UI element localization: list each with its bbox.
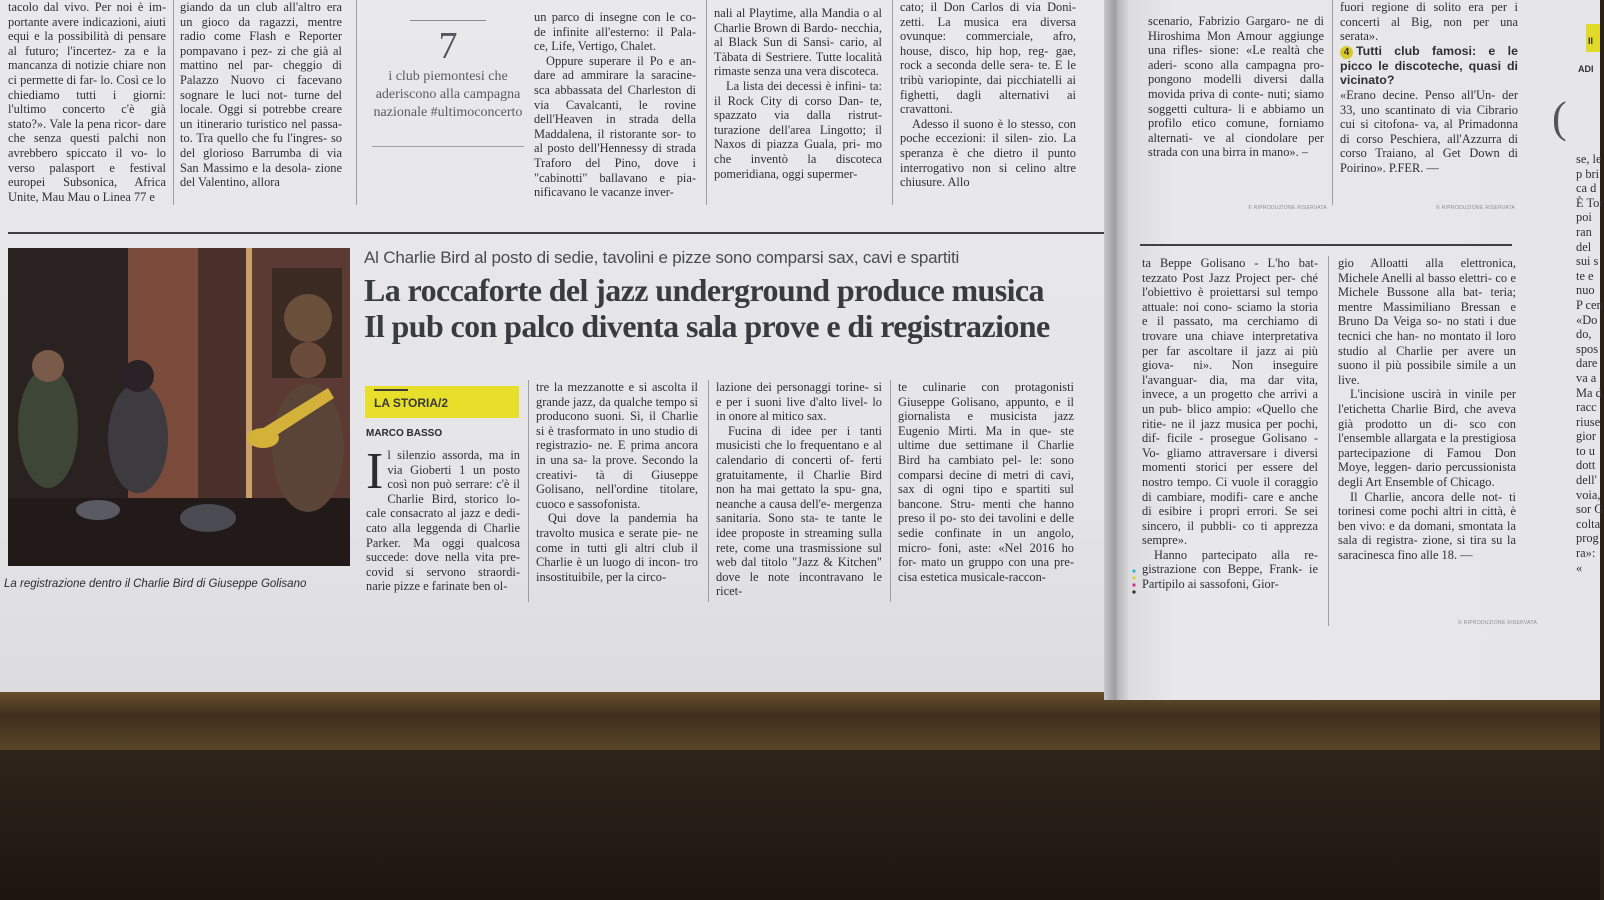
text-line: chiare non ci permette di far- — [8, 58, 166, 87]
edge-fragment: ADI — [1578, 64, 1594, 74]
text-line: ve al ciondolare per strada — [1148, 130, 1324, 160]
article-column-2 — [536, 380, 698, 602]
text-line: travolto musica e serate pie- — [536, 525, 682, 540]
article-column-1 — [366, 443, 520, 598]
text-line: zione del Valentino, allora — [180, 160, 342, 190]
text-line: itinerario turistico nel passa- — [196, 116, 342, 131]
text-line: via Cibrario cui si citofona- — [1340, 102, 1518, 132]
text-line: va a — [1576, 370, 1597, 385]
text-line: gior — [1576, 429, 1596, 444]
text-line: ta Beppe Golisano - L'ho bat- — [1142, 256, 1318, 270]
drop-cap: I — [366, 443, 384, 500]
text-line: tacolo dal vivo. Per noi è im- — [8, 0, 166, 14]
text-line: le p — [1576, 152, 1602, 181]
text-line: di Famou Don Moye, leggen- — [1338, 445, 1516, 475]
text-line: non avrebbero spiccato il vo- — [8, 131, 166, 160]
text-line: dalla movida priva di conte- — [1148, 72, 1324, 101]
text-line: sor G — [1576, 502, 1604, 517]
text-line: in uno studio di registrazio- — [536, 423, 698, 453]
headline-line-2: Il pub con palco diventa sala prove e di registrazione — [364, 308, 1050, 344]
text-line: house, disco, hip hop, reg- — [900, 43, 1049, 58]
text-line: zetti. La musica era diversa — [900, 14, 1076, 29]
text-line: pensare al futuro; l'incertez- — [8, 29, 166, 58]
text-line: La lista dei decessi è infini- — [726, 78, 866, 93]
text-line: so del glorioso Barrumba di — [180, 131, 342, 160]
text-line: no montato il loro studio al — [1338, 328, 1516, 358]
text-line: Charlie Bird ha cambiato pel- — [898, 438, 1074, 467]
text-line: il punto interrogativo non si — [900, 145, 1076, 175]
text-line: gistrazione con Beppe, Frank- — [1142, 562, 1303, 577]
text-line: gliamo attraversare i diversi — [1166, 445, 1318, 460]
text-line: ni». Non inseguire l'avanguar- — [1142, 358, 1318, 387]
text-line: Bressan e Bruno Da Veiga so- — [1338, 299, 1516, 329]
text-line: e al calendario di concerti of- — [716, 438, 883, 467]
section-divider — [8, 232, 1104, 234]
top-article-column-2 — [180, 0, 342, 205]
text-line: dario percussionista degli Art — [1338, 460, 1516, 489]
text-line: ascoltare il jazz ai più giova- — [1142, 343, 1318, 373]
text-line: tezzato Post Jazz Project per- — [1142, 270, 1296, 285]
text-line: mentre radio come Flash e — [180, 14, 342, 44]
text-line: Tor — [1586, 195, 1604, 210]
text-line: Giuseppe Golisano, appunto, — [898, 394, 1049, 409]
page-fold-gutter — [1104, 0, 1128, 700]
text-line: ne di Hiroshima Mon — [1148, 14, 1324, 43]
text-line: momenti storici per essere — [1142, 460, 1293, 475]
top-article-column-6 — [1148, 14, 1324, 204]
article-headline — [364, 272, 1104, 344]
text-line: errori. Se sei sincero, il pubbli- — [1142, 504, 1318, 533]
text-line: Hanno partecipato alla re- — [1154, 547, 1318, 562]
text-line: Unite, Mau Mau o Linea 77 e — [8, 189, 155, 204]
stat-box-bottom-rule — [372, 146, 524, 147]
text-line: se, — [1576, 152, 1590, 166]
text-line: tà di Giuseppe Golisano, — [536, 467, 698, 497]
text-line: «Do — [1576, 312, 1598, 327]
text-line: Bird non ha mai gettato la spu- — [716, 467, 882, 497]
text-line: comune, forniamo alternati- — [1148, 116, 1324, 145]
text-line: racc — [1576, 400, 1597, 415]
text-line: ca d — [1576, 181, 1597, 196]
text-line: jazz Eugenio Mirti. Ma in que- — [898, 409, 1074, 438]
text-line: de infinite all'esterno: il Pala- — [534, 24, 696, 39]
text-line: ran — [1576, 224, 1592, 239]
color-registration-dots — [1130, 568, 1138, 598]
text-line: cisa estetica musicale-raccon- — [898, 569, 1046, 584]
text-line: del nostro tempo. Ci vuole il — [1142, 460, 1318, 489]
text-line: per i concerti al Big, non per — [1340, 0, 1518, 29]
text-line: Ma d — [1576, 385, 1602, 400]
text-line: sassofonista. — [577, 496, 641, 511]
text-line: la prove. Secondo la creativi- — [536, 452, 698, 482]
text-line: dell'Heaven in strada della — [534, 112, 696, 127]
text-line: ne il jazz musica per pochi, dif- — [1142, 416, 1318, 446]
text-line: mo che inventò la discoteca — [714, 137, 882, 166]
column-rule — [173, 0, 174, 205]
text-line: Maddalena, il ristorante sor- — [534, 126, 681, 141]
text-line: ché l'obiettivo è proiettarsi — [1142, 270, 1318, 300]
text-line: smontata la sala di registra- — [1338, 518, 1516, 548]
text-line: nuo — [1576, 283, 1595, 298]
text-line: Charlie per avere un suono il — [1338, 343, 1516, 373]
text-line: Qui dove la pandemia ha — [548, 511, 698, 526]
column-rule — [1328, 256, 1329, 626]
text-line: te. E le tribù variopinte, dai — [900, 58, 1076, 87]
repro-notice: © RIPRODUZIONE RISERVATA — [1436, 205, 1516, 211]
text-line: di via Cavalcanti, le rovine — [534, 82, 696, 112]
text-line: più possibile simile a un live. — [1338, 358, 1516, 387]
text-line: e spartiti sul bancone. Stru- — [898, 482, 1074, 511]
text-line: streaming sulla rete, come — [716, 525, 882, 555]
text-line: via Gioberti 1 un posto — [387, 462, 520, 477]
article-column-5 — [1142, 256, 1318, 626]
article-photo — [8, 248, 350, 566]
text-line: Oppure superare il Po e an- — [546, 53, 696, 68]
text-line: il Naxos di piazza Guala, pri- — [714, 122, 882, 152]
text-line: narie pizze e farinate ben ol- — [366, 579, 508, 594]
text-line: ta: il Rock City di corso Dan- — [714, 78, 882, 108]
text-line: dare che senza questi palchi — [8, 116, 166, 146]
text-line: metri di cavi, sax di ogni tipo — [898, 467, 1074, 497]
text-line: ste ultime due settimane il — [898, 423, 1074, 453]
text-line: cheggio di Palazzo Nuovo ci — [180, 58, 342, 87]
text-line: tro insostituibile, per la circo- — [536, 555, 698, 584]
text-line: dare ad ammirare la saracine- — [534, 68, 696, 83]
text-line: ti torinesi come pochi altri in — [1338, 489, 1516, 519]
text-line: picchiatelli ai fighetti, dagli — [900, 72, 1076, 102]
article-column-4 — [898, 380, 1074, 602]
text-line: ce, Life, Vertigo, Chalet. — [534, 39, 656, 54]
text-line: riuse — [1576, 414, 1601, 429]
headline-line-1: La roccaforte del jazz underground produce musica — [364, 272, 1044, 308]
text-line: Adesso il suono è lo stesso, — [912, 116, 1054, 131]
text-line: menti che hanno preso il po- — [898, 496, 1074, 526]
column-rule — [706, 0, 707, 205]
text-line: nell'ordine titolare, cuoco e — [536, 482, 698, 511]
text-line: sto dei tavolini e delle sedie — [898, 511, 1074, 540]
top-article-column-4 — [714, 6, 882, 205]
text-line: lo verso palasport e festival — [8, 145, 166, 175]
text-line: si e per i suoni live d'alto livel- — [716, 380, 882, 409]
text-line: giando da un club all'altro — [180, 0, 321, 14]
text-line: il grande jazz, da qualche — [536, 380, 698, 409]
text-line: zi che già al mattino nel par- — [180, 43, 342, 73]
text-line: Reporter pompavano i pez- — [180, 29, 342, 58]
text-line: con una birra in mano». – — [1180, 145, 1309, 160]
edge-fragment-column — [1576, 152, 1604, 622]
text-line: ma cerchiamo di trovare una — [1142, 314, 1318, 343]
text-line: facevano sognare le luci not- — [180, 72, 342, 102]
text-line: sul tempo attuale: noi cono- — [1142, 285, 1319, 314]
text-line: ra»: « — [1576, 546, 1596, 575]
section-tag-rule — [374, 389, 408, 391]
text-line: una serata». — [1340, 14, 1518, 44]
repro-notice: © RIPRODUZIONE RISERVATA — [1458, 620, 1538, 626]
text-line: e il giornalista e musicista — [898, 394, 1074, 424]
text-line: poi — [1576, 210, 1592, 225]
text-line: lo in onore al mitico sax. — [716, 394, 882, 424]
text-line: coraggio di cambiare, modifi- — [1142, 474, 1318, 504]
text-line: di Poirino». P.FER. — — [1340, 146, 1518, 175]
text-line: musicisti che lo frequentano — [716, 438, 860, 453]
text-line: i "cabinotti" ballavano e pia- — [534, 155, 696, 185]
text-line: care e anche di esibire i propri — [1142, 489, 1318, 519]
column-rule — [356, 0, 357, 205]
text-line: sca abbassata del Charleston — [534, 82, 682, 97]
article-kicker: Al Charlie Bird al posto di sedie, tavolini e pizze sono comparsi sax, cavi e spartiti — [364, 248, 960, 267]
jazz-recording-photo-illustration — [8, 248, 350, 566]
top-article-column-1 — [8, 0, 166, 205]
text-line: der 33, uno scantinato di — [1340, 87, 1518, 117]
text-line: co e Michele Bussone alla bat- — [1338, 270, 1516, 300]
article-column-6 — [1338, 256, 1516, 616]
text-line: zione, si tira su la saracinesca — [1338, 533, 1516, 562]
text-line: to. Tra quello che fu l'ingres- — [180, 131, 328, 146]
section-divider — [1140, 244, 1512, 246]
text-line: sciamo la storia e il passato, — [1142, 299, 1318, 329]
text-line: una trasmissione sul web dal — [716, 540, 882, 570]
text-line: li e abbiamo un profilo etico — [1148, 101, 1324, 131]
text-line: voia, — [1576, 487, 1601, 502]
text-line: ie Partipilo ai sassofoni, Gior- — [1142, 562, 1318, 592]
text-line: una vera discoteca. — [784, 64, 879, 79]
article-column-3 — [716, 380, 882, 602]
text-line: Ensemble of Chicago. — [1384, 474, 1495, 489]
text-line: ne. E prima ancora in una sa- — [536, 438, 698, 467]
text-line: o al Charlie Brown di Bardo- — [714, 6, 882, 35]
text-line: dare — [1576, 356, 1598, 371]
text-line: pongono modelli diversi — [1148, 72, 1288, 87]
text-line: ne come in tutti gli altri club — [536, 525, 698, 555]
text-line: sco con l'ensemble allargata e — [1338, 416, 1516, 446]
text-line: te e — [1576, 268, 1594, 283]
interview-question: Tutti club famosi: e le picco le discoteche, quasi di vicinato? — [1340, 43, 1518, 88]
edge-fragment: II — [1588, 36, 1594, 46]
text-line: P — [1576, 297, 1583, 312]
top-article-column-5 — [900, 0, 1076, 205]
text-line: to u — [1576, 443, 1595, 458]
text-line: ficile - prosegue Golisano - Vo- — [1142, 431, 1318, 460]
text-line: gna, neanche a causa dell'e- — [716, 482, 882, 511]
text-line: sui s — [1576, 254, 1599, 269]
text-line: bri — [1585, 166, 1600, 181]
text-line: Tutte località rimaste senza — [714, 49, 883, 79]
text-line: turne del locale. — [180, 87, 342, 117]
text-line: cen — [1585, 297, 1603, 312]
stat-number: 7 — [438, 25, 458, 67]
repro-notice: © RIPRODUZIONE RISERVATA — [1248, 205, 1328, 211]
text-line: «Erano decine. Penso all'Un- — [1340, 87, 1496, 102]
text-line: gio Alloatti alla elettronica, — [1338, 256, 1516, 270]
text-line: europei Subsonica, Africa — [8, 175, 166, 190]
text-line: aiuti equi e la possibilità di — [8, 14, 166, 44]
text-line: l silenzio assorda, ma in — [387, 448, 520, 462]
text-line: via San Massimo e la desola- — [180, 145, 342, 175]
text-line: titolo "Jazz & Kitchen" dove — [716, 555, 882, 584]
text-line: to al posto dell'Hennessy di — [534, 126, 696, 156]
text-line: per l'etichetta Charlie Bird, — [1338, 387, 1516, 416]
text-line: colta — [1576, 516, 1601, 531]
text-line: succede: dove nella vita — [366, 550, 494, 565]
column-rule — [890, 380, 891, 602]
text-line: cario, al Tàbata di Sestriere. — [714, 35, 882, 64]
text-line: spos — [1576, 341, 1599, 356]
text-line: nificavano le vacanze inver- — [534, 185, 674, 200]
column-rule — [892, 0, 893, 205]
text-line: do, — [1576, 327, 1592, 342]
text-line: il Charlie Bird, storico lo- — [387, 477, 520, 506]
text-line: mato un gruppo con una pre- — [921, 555, 1074, 570]
text-line: ferti gratuitamente, il Charlie — [716, 452, 882, 482]
edge-fragment-glyph: ( — [1552, 93, 1567, 142]
text-line: giorni: l'ultimo concerto c'è — [8, 87, 166, 117]
text-line: dell' — [1576, 473, 1597, 488]
text-line: tempo si producono suoni. — [536, 394, 698, 424]
text-line: Michele Anelli al basso elettri- — [1338, 270, 1492, 285]
text-line: va, al Primadonna di corso — [1340, 117, 1518, 146]
text-line: così non può serrare: c'è — [387, 477, 510, 492]
section-tag-label: LA STORIA/2 — [374, 396, 449, 410]
text-line: pomeridiana, oggi supermer- — [714, 166, 858, 181]
text-line: È — [1576, 195, 1584, 210]
stat-box-rule — [410, 20, 486, 21]
text-line: città, è ben vivo: e da domani, — [1338, 504, 1516, 533]
text-line: gae, rock a seconda delle sera- — [900, 43, 1076, 73]
text-line: cato alla leggenda di Charlie — [366, 520, 520, 535]
column-rule — [708, 380, 709, 602]
stat-text: i club piemontesi che aderiscono alla campagna nazionale #ultimoconcerto — [373, 69, 523, 120]
text-line: L'incisione uscirà in vinile — [1350, 387, 1494, 402]
text-line: pre-covid si servono straordi- — [366, 550, 520, 579]
text-line: foni, aste: «Nel 2016 ho for- — [898, 540, 1074, 570]
text-line: che aveva già prodotto un di- — [1338, 401, 1516, 431]
photo-caption: La registrazione dentro il Charlie Bird di Giuseppe Golisano — [4, 578, 307, 590]
text-line: cato; il Don Carlos di via Doni- — [900, 0, 1076, 14]
text-line: turazione dell'area Lingotto; — [714, 122, 866, 137]
text-line: lo. Così ce lo chiediamo tutti i — [8, 72, 166, 102]
text-line: Oggi si potrebbe creare un — [180, 102, 342, 131]
text-line: nali al Playtime, alla Mandia — [714, 6, 860, 20]
text-line: Parker. Ma oggi qualcosa — [366, 535, 520, 550]
text-line: cale consacrato al jazz e dedi- — [366, 506, 520, 521]
text-line: Sì, il Charlie si è trasformato — [536, 409, 698, 438]
text-line: tre la mezzanotte e si ascolta — [536, 380, 687, 394]
interview-column — [1340, 0, 1518, 205]
text-line: dott — [1576, 458, 1596, 473]
text-line: già stato?». Vale la pena ricor- — [8, 102, 166, 131]
text-line: progetto che arrivi a un pub- — [1142, 387, 1318, 416]
text-line: le: sono comparsi decine di — [898, 452, 1074, 482]
text-line: za e la mancanza di notizie — [8, 43, 167, 73]
text-line: prog — [1576, 531, 1599, 546]
text-line: fuori regione di solito era — [1340, 0, 1484, 14]
table-surface — [0, 750, 1600, 900]
text-line: lazione dei personaggi torine- — [716, 380, 869, 394]
text-line: fino alle 18. — — [1397, 547, 1473, 562]
question-number-badge: 4 — [1340, 46, 1353, 59]
text-line: mergenza sanitaria. Sono sta- — [716, 496, 882, 526]
text-line: co ti apprezza sempre». — [1142, 518, 1318, 548]
text-line: Amour aggiunge una rifles- — [1148, 28, 1324, 58]
text-line: Fucina di idee per i tanti — [728, 423, 882, 438]
text-line: celino altre chiusure. Allo — [900, 160, 1076, 190]
column-rule — [1332, 0, 1333, 205]
text-line: te culinarie con protagonisti — [898, 380, 1074, 394]
column-rule — [528, 380, 529, 602]
text-line: la prestigiosa partecipazione — [1338, 431, 1516, 460]
text-line: Peschiera, all'Azzurra di — [1389, 131, 1518, 146]
text-line: sione: «Le realtà che aderi- — [1148, 43, 1324, 72]
text-line: il Charlie è un luogo di incon- — [536, 540, 698, 570]
text-line: necchia, al Black Sun di Sansi- — [714, 20, 882, 50]
text-line: scono alla campagna pro- — [1184, 57, 1324, 72]
text-line: chiave interpretativa per far — [1142, 328, 1318, 358]
text-line: alternativi ai cravattoni. — [900, 87, 1076, 117]
text-line: Il Charlie, ancora delle not- — [1350, 489, 1503, 504]
article-byline: MARCO BASSO — [366, 428, 443, 439]
text-line: te, spazzato via dalla ristrut- — [714, 93, 882, 123]
text-line: le note incontravano le ricet- — [716, 569, 882, 599]
text-line: teria; mentre Massimiliano — [1338, 285, 1516, 314]
top-article-column-3 — [534, 10, 696, 205]
text-line: portante avere indicazioni, — [8, 14, 141, 29]
text-line: nuti; siamo soggetti cultura- — [1148, 86, 1324, 116]
text-line: dia, ma dar vita, invece, a un — [1142, 372, 1318, 402]
text-line: confinate in un angolo, micro- — [898, 525, 1074, 555]
text-line: strada Traforo del Pino, dove — [534, 141, 696, 170]
text-line: blico ampio: «Quello che ritie- — [1142, 401, 1318, 431]
text-line: te tante le idee proposte in — [716, 511, 882, 540]
text-line: con poche eccezioni: il silen- — [900, 116, 1076, 146]
text-line: era un gioco da ragazzi, — [180, 0, 342, 29]
text-line: zio. La speranza è che dietro — [900, 131, 1076, 160]
text-line: scenario, Fabrizio Gargaro- — [1148, 14, 1291, 28]
text-line: no stati i due tecnici che han- — [1338, 314, 1516, 343]
text-line: un parco di insegne con le co- — [534, 10, 696, 24]
text-line: corso Traiano, al Get Down — [1340, 146, 1500, 161]
text-line: ovunque: commerciale, afro, — [900, 29, 1076, 44]
text-line: del — [1576, 239, 1592, 254]
